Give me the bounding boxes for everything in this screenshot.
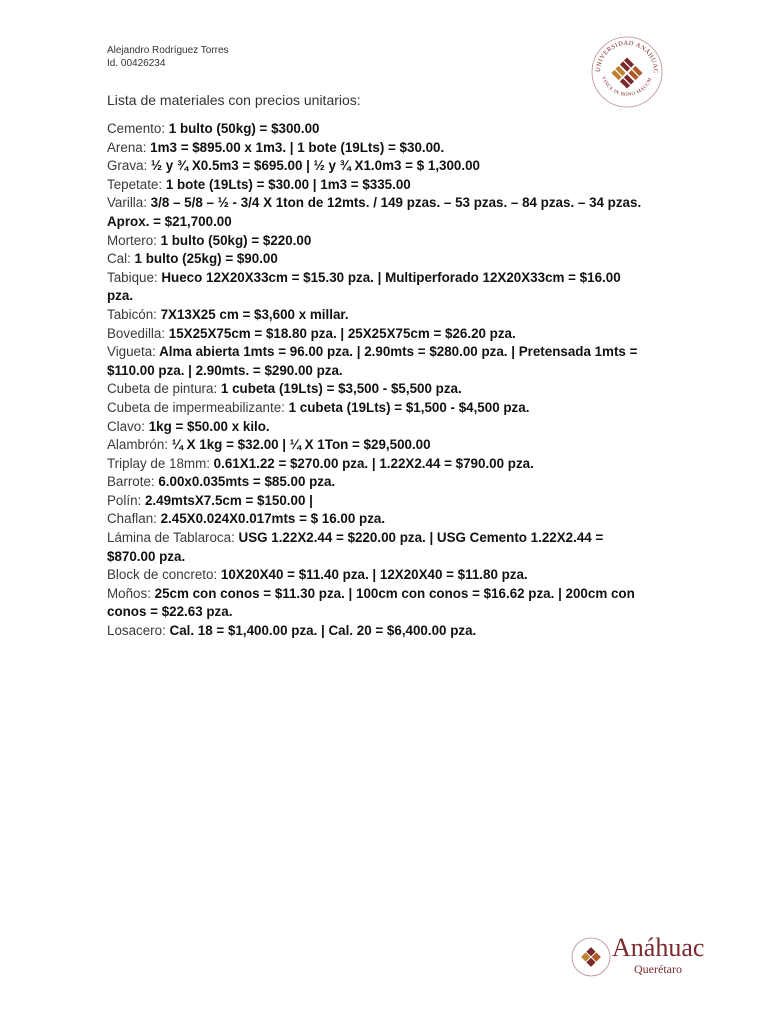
material-item [107, 157, 647, 176]
material-price: 25cm con conos = $11.30 pza. | 100cm con conos = $16.62 pza. | 200cm con conos = $22.63 pza. [107, 585, 635, 620]
material-label: Polín: [107, 492, 142, 508]
material-price: 15X25X75cm = $18.80 pza. | 25X25X75cm = $26.20 pza. [165, 325, 516, 341]
material-item [107, 455, 647, 474]
materials-list [107, 120, 647, 641]
material-label: Clavo: [107, 418, 145, 434]
seal-top-text: UNIVERSIDAD ANÁHUAC [594, 39, 660, 74]
material-label: Cubeta de impermeabilizante: [107, 399, 285, 415]
material-label: Tabique: [107, 269, 158, 285]
material-item [107, 325, 647, 344]
material-label: Arena: [107, 139, 147, 155]
material-item [107, 622, 647, 641]
material-item [107, 566, 647, 585]
material-label: Varilla: [107, 195, 147, 211]
material-label: Tabicón: [107, 306, 157, 322]
material-label: Bovedilla: [107, 325, 166, 341]
material-item [107, 194, 647, 231]
material-price: 1 bulto (25kg) = $90.00 [130, 251, 278, 267]
material-item [107, 492, 647, 511]
material-price: 6.00x0.035mts = $85.00 pza. [154, 474, 336, 490]
material-item [107, 399, 647, 418]
material-item [107, 529, 647, 566]
material-item [107, 269, 647, 306]
material-item [107, 436, 647, 455]
material-price: Cal. 18 = $1,400.00 pza. | Cal. 20 = $6,400.00 pza. [165, 623, 477, 639]
material-price: 0.61X1.22 = $270.00 pza. | 1.22X2.44 = $790.00 pza. [209, 455, 534, 471]
material-item [107, 120, 647, 139]
author-name: Alejandro Rodríguez Torres [107, 45, 229, 56]
material-label: Grava: [107, 158, 148, 174]
material-item [107, 139, 647, 158]
material-price: 7X13X25 cm = $3,600 x millar. [156, 306, 349, 322]
material-price: 1kg = $50.00 x kilo. [144, 418, 270, 434]
material-label: Moños: [107, 585, 151, 601]
material-label: Vigueta: [107, 344, 156, 360]
material-label: Cal: [107, 251, 131, 267]
material-item [107, 343, 647, 380]
material-item [107, 473, 647, 492]
material-label: Losacero: [107, 623, 166, 639]
material-label: Mortero: [107, 232, 157, 248]
material-price: 1 bulto (50kg) = $220.00 [156, 232, 312, 248]
material-price: 2.49mtsX7.5cm = $150.00 | [141, 492, 313, 508]
material-label: Chaflan: [107, 511, 157, 527]
material-item [107, 510, 647, 529]
material-price: 1 bulto (50kg) = $300.00 [165, 121, 320, 136]
material-item [107, 176, 647, 195]
material-price: 2.45X0.024X0.017mts = $ 16.00 pza. [156, 511, 386, 527]
material-price: 10X20X40 = $11.40 pza. | 12X20X40 = $11.80 pza. [217, 567, 528, 583]
material-item [107, 232, 647, 251]
material-label: Lámina de Tablaroca: [107, 530, 235, 546]
material-label: Cubeta de pintura: [107, 381, 218, 397]
material-price: Hueco 12X20X33cm = $15.30 pza. | Multiperforado 12X20X33cm = $16.00 pza. [107, 269, 621, 304]
material-price: 1 cubeta (19Lts) = $1,500 - $4,500 pza. [284, 399, 530, 415]
material-price: ½ y ¾ X0.5m3 = $695.00 | ½ y ¾ X1.0m3 = $ 1,300.00 [147, 158, 480, 174]
material-price: 3/8 – 5/8 – ½ - 3/4 X 1ton de 12mts. / 149 pzas. – 53 pzas. – 84 pzas. – 34 pzas. Aprox. = $21,700.00 [107, 195, 642, 229]
material-price: Alma abierta 1mts = 96.00 pza. | 2.90mts = $280.00 pza. | Pretensada 1mts = $110.00 pza. | 2.90mts. = $290.00 pza. [107, 344, 638, 378]
material-item [107, 418, 647, 437]
material-label: Barrote: [107, 474, 155, 490]
material-label: Cemento: [107, 121, 166, 136]
material-price: 1m3 = $895.00 x 1m3. | 1 bote (19Lts) = $30.00. [146, 139, 445, 155]
material-item [107, 585, 647, 622]
seal-emblem-icon [611, 57, 642, 88]
footer-campus: Querétaro [634, 962, 682, 976]
material-item [107, 380, 647, 399]
material-price: ¼ X 1kg = $32.00 | ¼ X 1Ton = $29,500.00 [168, 437, 431, 453]
material-label: Block de concreto: [107, 567, 218, 583]
material-item [107, 306, 647, 325]
material-price: 1 bote (19Lts) = $30.00 | 1m3 = $335.00 [162, 176, 411, 192]
list-title: Lista de materiales con precios unitarios: [107, 92, 361, 108]
author-block [107, 44, 229, 70]
university-seal-logo [590, 35, 664, 109]
footer-brand: Anáhuac [612, 933, 705, 962]
material-price: USG 1.22X2.44 = $220.00 pza. | USG Cemento 1.22X2.44 = $870.00 pza. [107, 530, 604, 564]
material-label: Alambrón: [107, 437, 169, 453]
material-price: 1 cubeta (19Lts) = $3,500 - $5,500 pza. [217, 381, 462, 397]
material-label: Triplay de 18mm: [107, 455, 210, 471]
author-id: Id. 00426234 [107, 58, 166, 69]
seal-bottom-text: VINCE IN BONO MALUM [600, 75, 654, 98]
material-label: Tepetate: [107, 176, 163, 192]
material-item [107, 250, 647, 269]
